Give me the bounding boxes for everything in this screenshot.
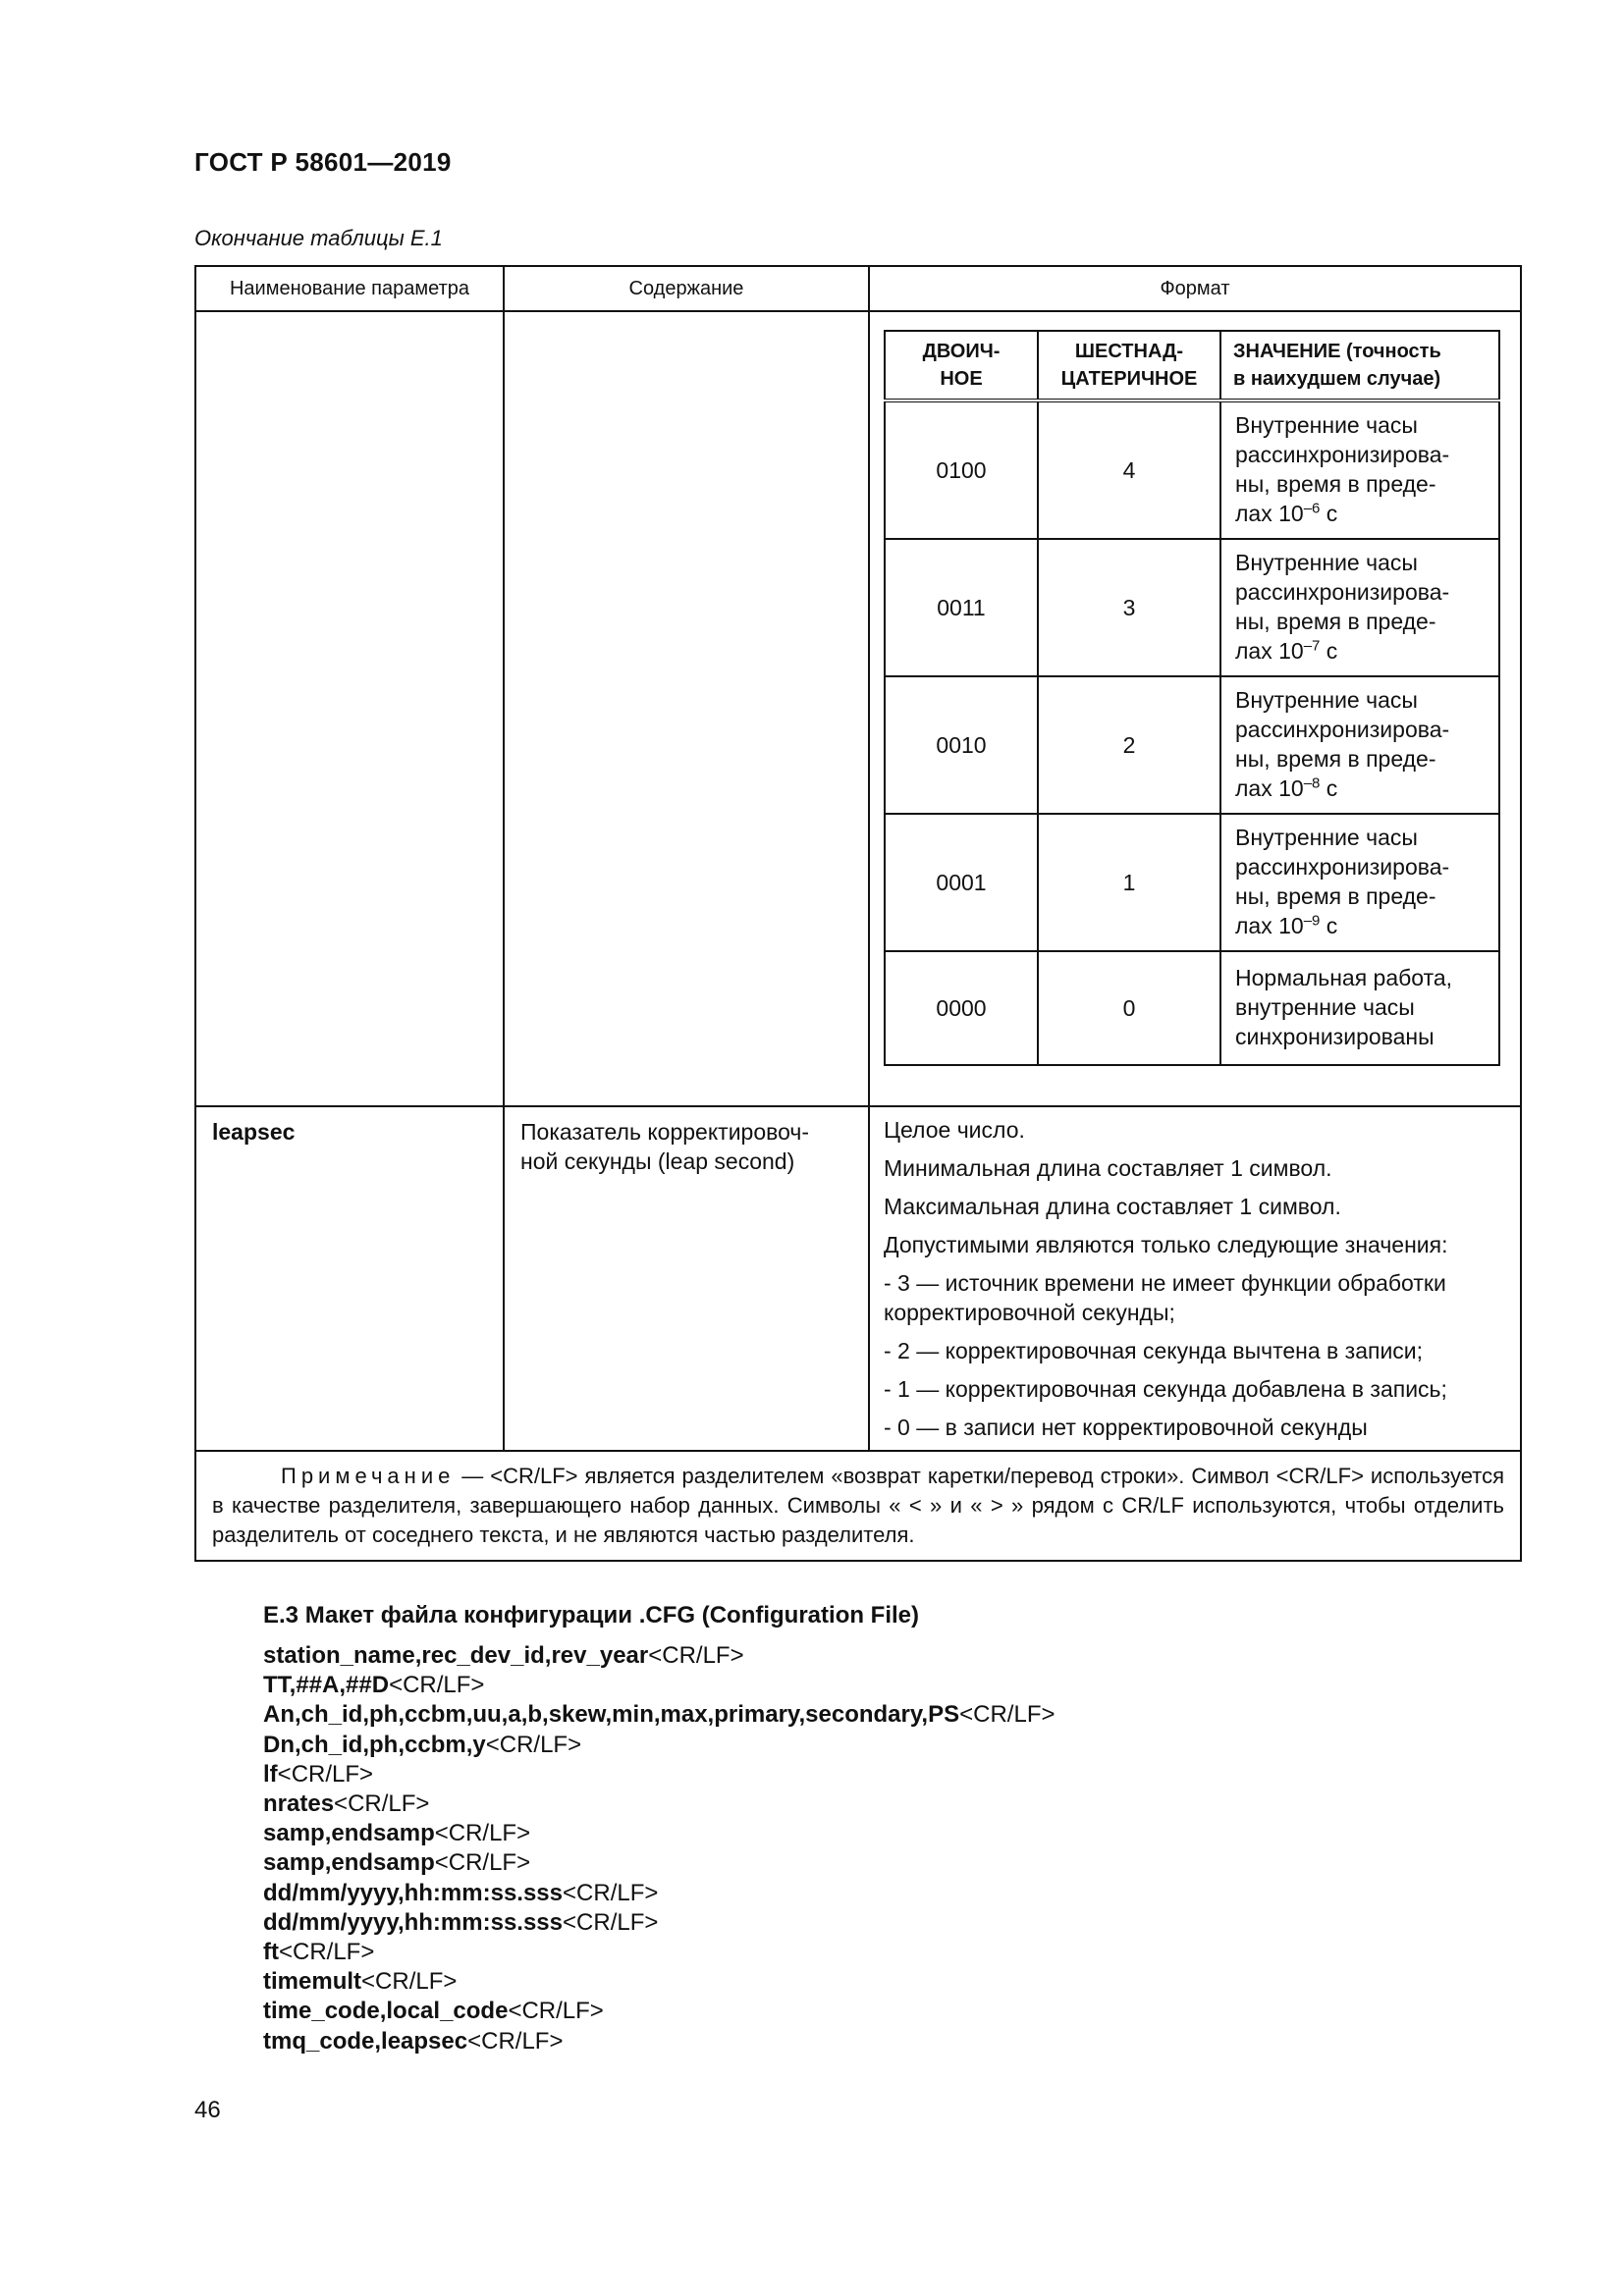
cfg-fields: samp,endsamp <box>263 1849 435 1877</box>
exponent: –9 <box>1303 912 1321 930</box>
cfg-line-terminator: <CR/LF> <box>434 1820 531 1847</box>
binary-code: 0010 <box>885 676 1038 814</box>
meaning-text: Внутренние часы рассинхронизирова- ны, время в преде- лах 10 <box>1235 687 1450 801</box>
code-meaning <box>1220 539 1499 676</box>
meaning-text: Внутренние часы рассинхронизирова- ны, время в преде- лах 10 <box>1235 412 1450 526</box>
cfg-line <box>263 1641 1056 1671</box>
unit: с <box>1320 775 1338 801</box>
table-row-leapsec <box>195 1106 1521 1451</box>
column-header-content: Содержание <box>504 266 869 311</box>
cfg-line <box>263 1819 1056 1848</box>
parameter-format <box>869 1106 1521 1451</box>
cfg-fields: Dn,ch_id,ph,ccbm,y <box>263 1731 486 1758</box>
page-number: 46 <box>194 2097 221 2123</box>
unit: с <box>1320 501 1338 526</box>
table-header-row <box>195 266 1521 311</box>
cfg-line <box>263 1997 1056 2026</box>
code-meaning <box>1220 951 1499 1065</box>
table-note-row <box>195 1451 1521 1561</box>
table-row-continuation <box>195 311 1521 1106</box>
inner-header-binary: ДВОИЧ- НОЕ <box>885 331 1038 400</box>
cfg-line <box>263 2027 1056 2056</box>
cfg-line-terminator: <CR/LF> <box>467 2027 564 2055</box>
inner-row <box>885 676 1499 814</box>
note-text: — <CR/LF> является разделителем «возврат каретки/перевод строки». Символ <CR/LF> используется в качестве разделителя, завершающего набор данных. Символы « < » и « > » рядом с CR/LF используются, чтобы отделить разделитель от соседнего текста, и не являются частью разделителя. <box>212 1464 1504 1547</box>
hex-code: 2 <box>1038 676 1220 814</box>
document-code: ГОСТ Р 58601—2019 <box>194 147 452 177</box>
format-line: Допустимыми являются только следующие значения: <box>884 1232 1448 1257</box>
exponent: –7 <box>1303 637 1321 655</box>
binary-code: 0000 <box>885 951 1038 1065</box>
format-line: - 0 — в записи нет корректировочной секунды <box>884 1415 1368 1440</box>
value-codes-table <box>884 330 1500 1066</box>
cfg-line-terminator: <CR/LF> <box>508 1998 604 2025</box>
cfg-fields: ft <box>263 1939 279 1966</box>
code-meaning <box>1220 400 1499 539</box>
cfg-fields: station_name,rec_dev_id,rev_year <box>263 1642 649 1669</box>
cfg-layout-lines <box>263 1641 1056 2056</box>
cfg-line <box>263 1879 1056 1908</box>
cfg-line-terminator: <CR/LF> <box>277 1760 374 1788</box>
section-title: Е.3 Макет файла конфигурации .CFG (Configuration File) <box>263 1602 920 1629</box>
cfg-line-terminator: <CR/LF> <box>959 1701 1056 1729</box>
cfg-line-terminator: <CR/LF> <box>563 1908 659 1936</box>
cfg-fields: samp,endsamp <box>263 1820 435 1847</box>
unit: с <box>1320 638 1338 664</box>
inner-header-hex: ШЕСТНАД- ЦАТЕРИЧНОЕ <box>1038 331 1220 400</box>
unit: с <box>1320 913 1338 938</box>
hex-code: 0 <box>1038 951 1220 1065</box>
empty-parameter-cell <box>195 311 504 1106</box>
parameter-description: Показатель корректировоч- ной секунды (leap second) <box>504 1106 869 1451</box>
cfg-line-terminator: <CR/LF> <box>434 1849 531 1877</box>
format-line: - 2 — корректировочная секунда вычтена в записи; <box>884 1338 1424 1363</box>
cfg-fields: time_code,local_code <box>263 1998 509 2025</box>
cfg-line <box>263 1789 1056 1819</box>
cfg-fields: dd/mm/yyyy,hh:mm:ss.sss <box>263 1908 564 1936</box>
meaning-text: Внутренние часы рассинхронизирова- ны, время в преде- лах 10 <box>1235 550 1450 664</box>
cfg-line-terminator: <CR/LF> <box>278 1939 375 1966</box>
hex-code: 4 <box>1038 400 1220 539</box>
inner-row <box>885 400 1499 539</box>
hex-code: 3 <box>1038 539 1220 676</box>
format-line: - 1 — корректировочная секунда добавлена в запись; <box>884 1376 1447 1402</box>
binary-code: 0100 <box>885 400 1038 539</box>
cfg-fields: TT,##A,##D <box>263 1672 390 1699</box>
exponent: –6 <box>1303 500 1321 517</box>
cfg-fields: tmq_code,leapsec <box>263 2027 468 2055</box>
cfg-line-terminator: <CR/LF> <box>361 1968 458 1996</box>
meaning-text: Нормальная работа, внутренние часы синхронизированы <box>1235 965 1453 1049</box>
empty-content-cell <box>504 311 869 1106</box>
cfg-fields: An,ch_id,ph,ccbm,uu,a,b,skew,min,max,primary,secondary,PS <box>263 1701 960 1729</box>
exponent: –8 <box>1303 774 1321 792</box>
binary-code: 0001 <box>885 814 1038 951</box>
cfg-line-terminator: <CR/LF> <box>648 1642 744 1669</box>
inner-header-value: ЗНАЧЕНИЕ (точность в наихудшем случае) <box>1220 331 1499 400</box>
cfg-fields: dd/mm/yyyy,hh:mm:ss.sss <box>263 1879 564 1906</box>
cfg-line <box>263 1938 1056 1967</box>
inner-row <box>885 951 1499 1065</box>
hex-code: 1 <box>1038 814 1220 951</box>
cfg-line <box>263 1731 1056 1760</box>
column-header-parameter: Наименование параметра <box>195 266 504 311</box>
note-label: Примечание <box>281 1464 456 1488</box>
table-note <box>195 1451 1521 1561</box>
cfg-line <box>263 1848 1056 1878</box>
cfg-line <box>263 1700 1056 1730</box>
cfg-line-terminator: <CR/LF> <box>485 1731 582 1758</box>
parameter-name: leapsec <box>195 1106 504 1451</box>
cfg-line <box>263 1908 1056 1938</box>
code-meaning <box>1220 676 1499 814</box>
column-header-format: Формат <box>869 266 1521 311</box>
cfg-line-terminator: <CR/LF> <box>563 1879 659 1906</box>
cfg-line-terminator: <CR/LF> <box>334 1790 430 1818</box>
table-caption: Окончание таблицы Е.1 <box>194 226 443 250</box>
inner-row <box>885 814 1499 951</box>
format-line: Минимальная длина составляет 1 символ. <box>884 1155 1332 1181</box>
format-line: Целое число. <box>884 1117 1025 1143</box>
cfg-line <box>263 1760 1056 1789</box>
meaning-text: Внутренние часы рассинхронизирова- ны, время в преде- лах 10 <box>1235 825 1450 938</box>
inner-row <box>885 539 1499 676</box>
cfg-line <box>263 1671 1056 1700</box>
cfg-line <box>263 1967 1056 1997</box>
cfg-fields: lf <box>263 1760 278 1788</box>
parameters-table <box>194 265 1522 1562</box>
inner-header-row <box>885 331 1499 400</box>
cfg-fields: timemult <box>263 1968 362 1996</box>
cfg-fields: nrates <box>263 1790 335 1818</box>
cfg-line-terminator: <CR/LF> <box>389 1672 485 1699</box>
code-meaning <box>1220 814 1499 951</box>
format-line: Максимальная длина составляет 1 символ. <box>884 1194 1341 1219</box>
format-line: - 3 — источник времени не имеет функции обработки корректировочной секунды; <box>884 1270 1446 1325</box>
binary-code: 0011 <box>885 539 1038 676</box>
format-cell-inner-table <box>869 311 1521 1106</box>
